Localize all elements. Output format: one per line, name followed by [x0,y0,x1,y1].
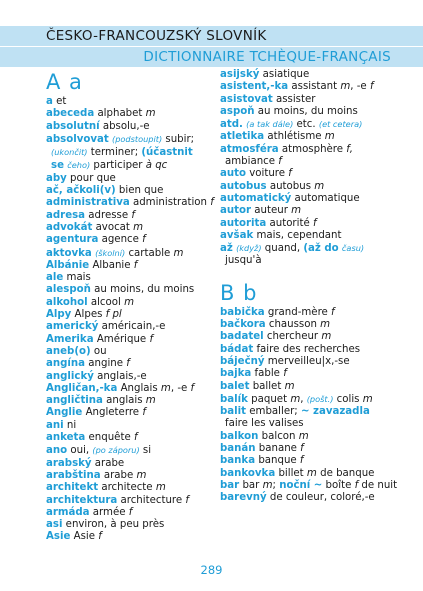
translation: ni [63,419,77,431]
dictionary-entry [46,321,234,333]
translation: quand, [261,243,304,255]
dictionary-entry [46,222,234,234]
translation: ou [90,345,107,357]
translation: autorité [266,217,313,229]
headword: balík [220,393,248,405]
headword: aneb(o) [46,345,91,357]
grammar-label: f [312,217,317,229]
translation: faire des recherches [253,343,361,355]
headword: badatel [220,331,264,343]
dictionary-entry [220,205,408,217]
headword: absolutní [46,120,100,132]
grammar-label: f [369,81,374,93]
right-column [220,69,408,505]
dictionary-entry [46,395,234,407]
grammar-label: f [133,432,138,444]
entry-continuation [46,146,234,159]
translation: colis [333,393,363,405]
grammar-label: f [142,407,146,419]
grammar-label: m [145,108,156,120]
translation: automatique [291,192,360,204]
grammar-label: m [136,469,147,481]
translation: billet [275,467,307,479]
grammar-label: f [131,209,135,221]
grammar-label: m [145,395,156,407]
usage-note: (podstoupit) [112,133,163,144]
dictionary-title-czech: ČESKO-FRANCOUZSKÝ SLOVNÍK [46,28,267,44]
translation: Amérique [93,333,150,345]
headword: noční ~ [279,479,323,491]
headword: autor [220,205,252,217]
translation: bien que [115,185,164,197]
dictionary-entry [220,168,408,180]
translation: ambiance [225,156,279,168]
grammar-label: f [142,234,146,246]
dictionary-entry [220,81,408,93]
headword: (až do [303,243,339,255]
headword: bádat [220,343,254,355]
headword: (účastnit [141,147,193,159]
dictionary-entry [46,108,234,120]
dictionary-entry [46,309,234,321]
translation: athlétisme [264,131,325,143]
translation: arabe [91,457,125,469]
headword: administrativa [46,197,130,209]
translation: voiture [246,168,289,180]
translation: américain,-e [98,321,166,333]
translation: de couleur, coloré,-e [266,492,375,504]
translation: avocat [92,221,134,233]
headword: architekt [46,482,99,494]
dictionary-entry [46,247,234,260]
translation: ballet [249,380,285,392]
dictionary-entry [46,407,234,419]
translation: assistant [288,81,341,93]
headword: Angličan,-ka [46,382,118,394]
dictionary-entry [220,118,408,131]
translation: architecte [98,482,156,494]
dictionary-entry [220,393,408,406]
dictionary-entry [46,495,234,507]
grammar-label: m [298,430,309,442]
translation: ; [272,479,280,491]
grammar-label: f [133,259,138,271]
headword: barevný [220,492,267,504]
translation: adresse [85,209,132,221]
usage-note: (a tak dále) [246,119,294,130]
grammar-label: f [283,368,287,380]
grammar-label: f [210,197,214,209]
grammar-label: f [190,382,195,394]
dictionary-entry [220,144,408,156]
dictionary-entry [46,458,234,470]
headword: Amerika [46,333,94,345]
dictionary-entry [46,432,234,444]
translation: armée [89,506,129,518]
dictionary-entry [220,406,408,418]
dictionary-entry [46,482,234,494]
translation: autobus [266,180,315,192]
headword: anglický [46,370,94,382]
headword: bajka [220,368,252,380]
dictionary-entry [220,94,408,106]
translation: banque [255,455,300,467]
dictionary-entry [220,242,408,255]
entry-continuation [46,159,234,172]
dictionary-entry [220,106,408,118]
translation: terminer; [87,147,142,159]
dictionary-entry [220,468,408,480]
dictionary-entry [220,69,408,81]
headword: absolvovat [46,133,109,145]
translation: chercheur [263,331,322,343]
grammar-label: m [173,247,184,259]
grammar-label: f, [346,143,353,155]
headword: Albánie [46,259,90,271]
dictionary-entry [46,334,234,346]
translation: et [52,96,67,107]
dictionary-entry [46,519,234,531]
translation: mais, cependant [253,229,342,241]
translation: auteur [251,205,292,217]
translation: faire les valises [225,418,304,430]
grammar-label: f [149,333,154,345]
usage-note: (když) [236,243,262,254]
headword: aktovka [46,247,92,259]
grammar-label: f [299,455,304,467]
translation: alphabet [94,108,146,120]
translation: etc. [293,119,319,131]
dictionary-entry [46,210,234,222]
dictionary-entry [46,96,234,108]
translation: , [300,393,307,405]
headword: atd. [220,119,243,131]
translation: atmosphère [278,143,347,155]
translation: enquête [85,432,134,444]
dictionary-entry [220,480,408,492]
translation: subir; [162,133,195,145]
usage-note: (po záporu) [92,445,140,456]
translation: anglais,-e [93,370,147,382]
translation: administration [129,197,211,209]
dictionary-entry [46,531,234,543]
headword: Asie [46,531,71,543]
headword: anketa [46,432,86,444]
usage-note: (et cetera) [318,119,363,130]
page-number: 289 [200,563,223,577]
dictionary-entry [46,185,234,197]
translation: arabe [100,469,137,481]
section-letter: A a [46,70,83,94]
dictionary-entry [220,431,408,443]
grammar-label: m [324,131,335,143]
headword: atletika [220,131,265,143]
headword: auto [220,168,246,180]
entry-continuation [220,156,408,168]
dictionary-entry [46,507,234,519]
translation: Asie [70,531,99,543]
headword: balit [220,406,247,418]
headword: až [220,243,233,255]
dictionary-entry [46,284,234,296]
headword: banka [220,455,256,467]
dictionary-entry [220,455,408,467]
grammar-label: m [321,331,332,343]
grammar-label: f [126,358,130,370]
headword: balet [220,380,250,392]
grammar-label: m [284,380,295,392]
headword: Anglie [46,407,83,419]
grammar-label: f [354,479,359,491]
translation: chausson [265,319,321,331]
headword: ani [46,419,64,431]
dictionary-entry [220,307,408,319]
dictionary-entry [46,346,234,358]
translation: merveilleu|x,-se [264,355,350,367]
translation: au moins, du moins [90,284,195,296]
grammar-label: f [300,443,304,455]
translation: bar [239,479,263,491]
translation: cartable [125,247,174,259]
headword: bankovka [220,467,276,479]
dictionary-entry [220,492,408,504]
headword: banán [220,443,256,455]
grammar-label: f [331,306,335,318]
headword: aby [46,172,67,184]
grammar-label: f pl [105,309,122,321]
grammar-label: m [160,382,171,394]
grammar-label: m [291,205,302,217]
translation: Angleterre [82,407,143,419]
grammar-label: f [128,506,133,518]
grammar-label: m [290,393,301,405]
headword: advokát [46,221,93,233]
translation: asiatique [259,69,310,80]
headword: báječný [220,355,265,367]
headword: angličtina [46,395,103,407]
headword: bačkora [220,319,266,331]
usage-note: (pošt.) [306,393,334,404]
grammar-label: m [124,296,135,308]
grammar-label: m [306,467,317,479]
grammar-label: m [340,81,351,93]
dictionary-entry [220,344,408,356]
headword: ač, ačkoli(v) [46,185,116,197]
dictionary-entry [220,193,408,205]
dictionary-entry [46,444,234,457]
translation: anglais [102,395,146,407]
headword: ~ zavazadla [300,406,370,418]
grammar-label: f [288,168,292,180]
dictionary-entry [46,260,234,272]
dictionary-entry [220,319,408,331]
dictionary-entry [46,197,234,209]
headword: automatický [220,192,292,204]
translation: , -e [170,382,191,394]
dictionary-entry [46,297,234,309]
grammar-label: f [98,531,102,543]
translation: environ, à peu près [62,519,165,531]
headword: ano [46,445,68,457]
dictionary-entry [220,331,408,343]
section-letter: B b [220,280,258,305]
headword: abeceda [46,108,95,120]
translation: de nuit [358,479,398,491]
translation: Albanie [89,259,134,271]
headword: alkohol [46,296,88,308]
headword: asi [46,519,63,531]
grammar-label: à qc [145,160,168,172]
headword: agentura [46,234,99,246]
translation: Alpes [71,309,106,321]
headword: babička [220,306,265,318]
translation: paquet [247,393,291,405]
dictionary-entry [220,368,408,380]
dictionary-entry [46,358,234,370]
dictionary-entry [46,234,234,246]
left-column [46,69,234,544]
dictionary-entry [220,230,408,242]
dictionary-entry [46,133,234,146]
entry-continuation [220,418,408,430]
translation: participer [90,160,146,172]
headword: americký [46,321,99,333]
headword: atmosféra [220,143,279,155]
grammar-label: m [133,221,144,233]
dictionary-entry [220,356,408,368]
translation: absolu,-e [99,120,150,132]
dictionary-entry [220,443,408,455]
grammar-label: m [262,479,273,491]
grammar-label: f [185,494,189,506]
dictionary-entry [46,371,234,383]
headword: se [51,160,64,172]
translation: si [139,445,152,457]
translation: , -e [350,81,370,93]
headword: ale [46,272,64,284]
dictionary-entry [46,383,234,395]
entry-continuation [220,255,408,267]
headword: asistent,-ka [220,81,289,93]
translation: banane [255,443,301,455]
dictionary-entry [220,181,408,193]
translation: angine [85,358,127,370]
headword: autorita [220,217,267,229]
headword: adresa [46,209,86,221]
dictionary-entry [220,131,408,143]
translation: grand-mère [264,306,332,318]
headword: balkon [220,430,259,442]
headword: armáda [46,506,90,518]
dictionary-entry [46,470,234,482]
dictionary-entry [46,420,234,432]
usage-note: (ukončit) [51,147,88,158]
translation: pour que [66,172,116,184]
headword: architektura [46,494,118,506]
translation: jusqu'à [225,255,262,267]
translation: assister [272,93,316,105]
translation: au moins, du moins [254,105,358,117]
dictionary-entry [46,121,234,133]
headword: Alpy [46,309,72,321]
headword: bar [220,479,240,491]
dictionary-entry [220,381,408,393]
translation: Anglais [117,382,161,394]
translation: emballer; [246,406,301,418]
translation: oui, [67,445,93,457]
headword: autobus [220,180,267,192]
headword: a [46,96,53,107]
dictionary-title-french: DICTIONNAIRE TCHÈQUE-FRANÇAIS [143,49,391,65]
translation: alcool [87,296,125,308]
grammar-label: m [362,393,373,405]
dictionary-entry [46,272,234,284]
translation: mais [63,272,91,284]
dictionary-entry [46,173,234,185]
grammar-label: m [314,180,325,192]
usage-note: (školní) [95,247,126,258]
translation: fable [251,368,284,380]
headword: aspoň [220,105,255,117]
usage-note: čeho) [67,160,91,171]
headword: avšak [220,229,254,241]
grammar-label: m [155,482,166,494]
translation: agence [98,234,143,246]
translation: de banque [316,467,375,479]
grammar-label: m [320,319,331,331]
translation: architecture [117,494,186,506]
usage-note: času) [341,243,365,254]
translation: balcon [258,430,299,442]
dictionary-entry [220,218,408,230]
headword: angína [46,358,86,370]
grammar-label: f [278,156,282,168]
headword: asistovat [220,93,273,105]
headword: arabský [46,457,92,469]
headword: arabština [46,469,101,481]
headword: alespoň [46,284,91,296]
translation: boîte [322,479,355,491]
headword: asijský [220,69,260,80]
